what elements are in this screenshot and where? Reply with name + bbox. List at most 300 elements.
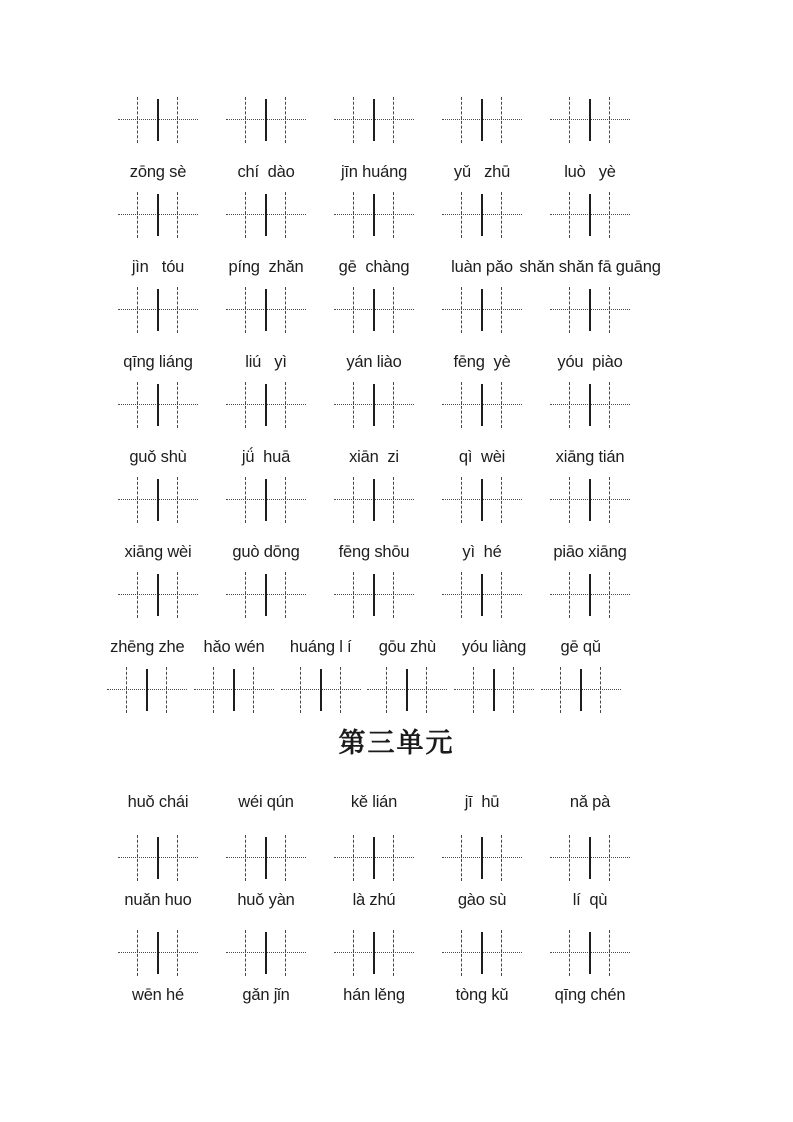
- writing-grid-row: [104, 477, 644, 523]
- grid-cell: [212, 572, 320, 618]
- tianzige-writing-box: [550, 382, 630, 428]
- tianzige-writing-box: [334, 192, 414, 238]
- grid-center-divider: [373, 837, 375, 879]
- tianzige-writing-box: [550, 835, 630, 881]
- pinyin-row: [104, 888, 644, 912]
- grid-guide-line: [353, 477, 354, 523]
- tianzige-writing-box: [442, 572, 522, 618]
- grid-guide-line: [609, 97, 610, 143]
- pinyin-row: [104, 160, 644, 184]
- grid-guide-line: [285, 572, 286, 618]
- tianzige-writing-box: [442, 835, 522, 881]
- grid-cell: [104, 287, 212, 333]
- pinyin-word-cell: [104, 635, 191, 659]
- grid-guide-line: [393, 572, 394, 618]
- grid-center-divider: [265, 932, 267, 974]
- tianzige-writing-box: [118, 572, 198, 618]
- grid-center-divider: [265, 384, 267, 426]
- pinyin-word-cell: [537, 635, 624, 659]
- pinyin-row: [104, 350, 644, 374]
- grid-guide-line: [501, 192, 502, 238]
- pinyin-word: jī hū: [464, 793, 500, 811]
- pinyin-word: zōng sè: [129, 163, 187, 181]
- tianzige-writing-box: [334, 930, 414, 976]
- grid-guide-line: [126, 667, 127, 713]
- grid-center-divider: [157, 289, 159, 331]
- pinyin-word-cell: [320, 983, 428, 1007]
- grid-cell: [428, 192, 536, 238]
- grid-guide-line: [501, 572, 502, 618]
- grid-center-divider: [373, 932, 375, 974]
- pinyin-word-cell: [320, 888, 428, 912]
- tianzige-writing-box: [550, 97, 630, 143]
- grid-guide-line: [501, 287, 502, 333]
- grid-guide-line: [137, 382, 138, 428]
- grid-guide-line: [177, 930, 178, 976]
- tianzige-writing-box: [550, 287, 630, 333]
- grid-center-divider: [580, 669, 582, 711]
- pinyin-word-cell: [104, 160, 212, 184]
- grid-guide-line: [137, 287, 138, 333]
- grid-cell: [536, 572, 644, 618]
- grid-guide-line: [569, 382, 570, 428]
- tianzige-writing-box: [118, 287, 198, 333]
- grid-guide-line: [177, 572, 178, 618]
- writing-grid-row: [104, 667, 624, 713]
- pinyin-word-cell: [277, 635, 364, 659]
- grid-center-divider: [481, 837, 483, 879]
- grid-guide-line: [569, 192, 570, 238]
- pinyin-word-cell: [428, 888, 536, 912]
- pinyin-word: huáng l í: [289, 638, 352, 656]
- grid-guide-line: [609, 572, 610, 618]
- tianzige-writing-box: [194, 667, 274, 713]
- pinyin-word: huǒ chái: [127, 793, 189, 811]
- grid-cell: [212, 97, 320, 143]
- grid-cell: [536, 97, 644, 143]
- pinyin-word: guǒ shù: [129, 448, 187, 466]
- pinyin-word-cell: [212, 350, 320, 374]
- writing-grid-row: [104, 835, 644, 881]
- grid-center-divider: [157, 932, 159, 974]
- grid-cell: [536, 477, 644, 523]
- pinyin-word-cell: [104, 790, 212, 814]
- pinyin-word: píng zhǎn: [228, 258, 304, 276]
- tianzige-writing-box: [334, 382, 414, 428]
- tianzige-writing-box: [118, 97, 198, 143]
- grid-guide-line: [245, 287, 246, 333]
- grid-cell: [320, 930, 428, 976]
- grid-guide-line: [285, 835, 286, 881]
- grid-guide-line: [353, 835, 354, 881]
- pinyin-word-cell: [428, 160, 536, 184]
- grid-guide-line: [300, 667, 301, 713]
- pinyin-word-cell: [212, 445, 320, 469]
- tianzige-writing-box: [442, 477, 522, 523]
- tianzige-writing-box: [226, 382, 306, 428]
- pinyin-word: jīn huáng: [340, 163, 408, 181]
- pinyin-word: kě lián: [350, 793, 398, 811]
- grid-guide-line: [353, 572, 354, 618]
- grid-guide-line: [473, 667, 474, 713]
- tianzige-writing-box: [281, 667, 361, 713]
- grid-guide-line: [353, 287, 354, 333]
- tianzige-writing-box: [334, 572, 414, 618]
- tianzige-writing-box: [550, 572, 630, 618]
- pinyin-word-cell: [536, 888, 644, 912]
- grid-guide-line: [569, 835, 570, 881]
- writing-grid-row: [104, 97, 644, 143]
- pinyin-word-cell: [536, 790, 644, 814]
- pinyin-word-cell: [536, 983, 644, 1007]
- pinyin-word-cell: [320, 160, 428, 184]
- tianzige-writing-box: [334, 97, 414, 143]
- grid-center-divider: [146, 669, 148, 711]
- grid-guide-line: [609, 835, 610, 881]
- grid-center-divider: [157, 99, 159, 141]
- pinyin-word-cell: [191, 635, 278, 659]
- tianzige-writing-box: [118, 930, 198, 976]
- pinyin-word-cell: [212, 790, 320, 814]
- pinyin-word: zhēng zhe: [110, 638, 185, 656]
- grid-guide-line: [501, 97, 502, 143]
- grid-cell: [428, 97, 536, 143]
- grid-guide-line: [393, 930, 394, 976]
- grid-guide-line: [569, 97, 570, 143]
- grid-guide-line: [285, 382, 286, 428]
- grid-center-divider: [589, 479, 591, 521]
- pinyin-word-cell: [320, 445, 428, 469]
- grid-center-divider: [373, 479, 375, 521]
- pinyin-word: gǎn jǐn: [242, 986, 290, 1004]
- grid-center-divider: [265, 837, 267, 879]
- grid-guide-line: [560, 667, 561, 713]
- grid-guide-line: [569, 477, 570, 523]
- pinyin-word-cell: [212, 983, 320, 1007]
- pinyin-word: piāo xiāng: [553, 543, 627, 561]
- grid-guide-line: [245, 382, 246, 428]
- tianzige-writing-box: [118, 192, 198, 238]
- grid-cell: [428, 477, 536, 523]
- grid-cell: [536, 835, 644, 881]
- pinyin-word: xiān zi: [349, 448, 399, 466]
- pinyin-row: [104, 635, 624, 659]
- grid-guide-line: [353, 382, 354, 428]
- pinyin-word-cell: [536, 540, 644, 564]
- writing-grid-row: [104, 382, 644, 428]
- pinyin-word: qì wèi: [458, 448, 506, 466]
- pinyin-word: yóu liàng: [461, 638, 527, 656]
- grid-center-divider: [481, 194, 483, 236]
- pinyin-word: luò yè: [564, 163, 616, 181]
- grid-guide-line: [393, 192, 394, 238]
- pinyin-word: gē chàng: [338, 258, 410, 276]
- pinyin-word-cell: [104, 350, 212, 374]
- grid-guide-line: [177, 97, 178, 143]
- pinyin-word-cell: [104, 540, 212, 564]
- writing-grid-row: [104, 572, 644, 618]
- grid-guide-line: [285, 477, 286, 523]
- pinyin-word-cell: [428, 350, 536, 374]
- grid-guide-line: [177, 835, 178, 881]
- pinyin-word-cell: [104, 255, 212, 279]
- pinyin-word: hǎo wén: [203, 638, 265, 656]
- grid-cell: [212, 192, 320, 238]
- pinyin-word-cell: [428, 983, 536, 1007]
- grid-guide-line: [393, 287, 394, 333]
- grid-guide-line: [353, 97, 354, 143]
- pinyin-word-cell: [320, 350, 428, 374]
- pinyin-word-cell: [212, 540, 320, 564]
- tianzige-writing-box: [442, 192, 522, 238]
- grid-guide-line: [245, 97, 246, 143]
- pinyin-word-cell: [320, 255, 428, 279]
- pinyin-row: [104, 255, 661, 279]
- grid-center-divider: [265, 289, 267, 331]
- pinyin-word-cell: [451, 635, 538, 659]
- grid-center-divider: [320, 669, 322, 711]
- grid-cell: [320, 287, 428, 333]
- pinyin-word: tòng kǔ: [455, 986, 509, 1004]
- grid-center-divider: [589, 99, 591, 141]
- pinyin-word: wēn hé: [131, 986, 184, 1004]
- tianzige-writing-box: [334, 287, 414, 333]
- writing-grid-row: [104, 192, 644, 238]
- grid-guide-line: [569, 930, 570, 976]
- pinyin-word: jǘ huā: [241, 448, 291, 466]
- grid-cell: [428, 835, 536, 881]
- pinyin-word-cell: [212, 255, 320, 279]
- grid-guide-line: [177, 382, 178, 428]
- pinyin-word-cell: [428, 445, 536, 469]
- tianzige-writing-box: [367, 667, 447, 713]
- pinyin-row: [104, 790, 644, 814]
- tianzige-writing-box: [442, 382, 522, 428]
- grid-guide-line: [569, 287, 570, 333]
- grid-guide-line: [501, 477, 502, 523]
- pinyin-word-cell: [536, 160, 644, 184]
- pinyin-word: xiāng tián: [555, 448, 625, 466]
- grid-center-divider: [589, 574, 591, 616]
- tianzige-writing-box: [226, 192, 306, 238]
- grid-guide-line: [245, 192, 246, 238]
- tianzige-writing-box: [541, 667, 621, 713]
- grid-cell: [104, 97, 212, 143]
- grid-guide-line: [253, 667, 254, 713]
- grid-guide-line: [177, 192, 178, 238]
- pinyin-word: gōu zhù: [378, 638, 437, 656]
- pinyin-word-cell: [428, 790, 536, 814]
- pinyin-word-cell: [104, 983, 212, 1007]
- pinyin-word: xiāng wèi: [124, 543, 192, 561]
- tianzige-writing-box: [550, 192, 630, 238]
- grid-guide-line: [501, 930, 502, 976]
- pinyin-word: nuǎn huo: [124, 891, 192, 909]
- grid-cell: [104, 192, 212, 238]
- grid-guide-line: [245, 835, 246, 881]
- tianzige-writing-box: [226, 835, 306, 881]
- grid-center-divider: [481, 932, 483, 974]
- grid-guide-line: [137, 835, 138, 881]
- grid-center-divider: [481, 479, 483, 521]
- tianzige-writing-box: [226, 97, 306, 143]
- grid-guide-line: [461, 477, 462, 523]
- grid-center-divider: [233, 669, 235, 711]
- pinyin-word: shǎn shǎn fā guāng: [519, 258, 661, 276]
- tianzige-writing-box: [442, 287, 522, 333]
- grid-cell: [320, 192, 428, 238]
- pinyin-word-cell: [364, 635, 451, 659]
- tianzige-writing-box: [118, 835, 198, 881]
- grid-cell: [537, 667, 624, 713]
- grid-guide-line: [609, 382, 610, 428]
- pinyin-word: yóu piào: [557, 353, 623, 371]
- grid-center-divider: [265, 479, 267, 521]
- grid-cell: [191, 667, 278, 713]
- grid-cell: [536, 930, 644, 976]
- pinyin-word: fēng yè: [453, 353, 511, 371]
- grid-center-divider: [157, 574, 159, 616]
- grid-guide-line: [609, 192, 610, 238]
- pinyin-word: yǔ zhū: [453, 163, 511, 181]
- grid-center-divider: [373, 289, 375, 331]
- grid-guide-line: [285, 930, 286, 976]
- grid-center-divider: [589, 194, 591, 236]
- grid-cell: [277, 667, 364, 713]
- grid-guide-line: [501, 835, 502, 881]
- grid-guide-line: [461, 930, 462, 976]
- grid-guide-line: [285, 287, 286, 333]
- grid-center-divider: [589, 932, 591, 974]
- grid-guide-line: [285, 97, 286, 143]
- grid-guide-line: [386, 667, 387, 713]
- grid-cell: [212, 287, 320, 333]
- grid-cell: [536, 382, 644, 428]
- tianzige-writing-box: [334, 835, 414, 881]
- grid-center-divider: [373, 99, 375, 141]
- grid-center-divider: [265, 194, 267, 236]
- pinyin-word: qīng chén: [554, 986, 626, 1004]
- grid-guide-line: [461, 835, 462, 881]
- tianzige-writing-box: [334, 477, 414, 523]
- grid-guide-line: [609, 287, 610, 333]
- pinyin-word: gē qǔ: [560, 638, 601, 656]
- grid-guide-line: [353, 192, 354, 238]
- grid-center-divider: [157, 194, 159, 236]
- grid-center-divider: [157, 384, 159, 426]
- tianzige-writing-box: [550, 930, 630, 976]
- pinyin-word: lí qù: [572, 891, 608, 909]
- grid-center-divider: [265, 99, 267, 141]
- grid-center-divider: [157, 837, 159, 879]
- grid-cell: [428, 572, 536, 618]
- grid-guide-line: [393, 97, 394, 143]
- grid-cell: [104, 477, 212, 523]
- grid-guide-line: [213, 667, 214, 713]
- tianzige-writing-box: [454, 667, 534, 713]
- pinyin-word: yì hé: [462, 543, 502, 561]
- pinyin-word-cell: [104, 445, 212, 469]
- pinyin-word-cell: [212, 160, 320, 184]
- writing-grid-row: [104, 287, 644, 333]
- pinyin-word: jìn tóu: [131, 258, 185, 276]
- grid-guide-line: [137, 97, 138, 143]
- grid-center-divider: [481, 99, 483, 141]
- grid-guide-line: [393, 477, 394, 523]
- grid-guide-line: [609, 930, 610, 976]
- grid-cell: [428, 930, 536, 976]
- grid-guide-line: [340, 667, 341, 713]
- pinyin-word: qīng liáng: [123, 353, 193, 371]
- grid-guide-line: [600, 667, 601, 713]
- pinyin-word-cell: [104, 888, 212, 912]
- grid-cell: [320, 477, 428, 523]
- grid-cell: [212, 382, 320, 428]
- grid-guide-line: [461, 382, 462, 428]
- tianzige-writing-box: [442, 97, 522, 143]
- grid-guide-line: [285, 192, 286, 238]
- grid-guide-line: [426, 667, 427, 713]
- grid-guide-line: [245, 572, 246, 618]
- grid-cell: [104, 382, 212, 428]
- grid-cell: [428, 287, 536, 333]
- pinyin-word: gào sù: [457, 891, 507, 909]
- pinyin-word-cell: [536, 350, 644, 374]
- grid-guide-line: [177, 287, 178, 333]
- grid-guide-line: [609, 477, 610, 523]
- pinyin-word: wéi qún: [238, 793, 294, 811]
- tianzige-writing-box: [118, 382, 198, 428]
- grid-cell: [364, 667, 451, 713]
- grid-cell: [428, 382, 536, 428]
- section-title: 第三单元: [338, 728, 455, 758]
- grid-center-divider: [493, 669, 495, 711]
- pinyin-word-cell: [320, 540, 428, 564]
- grid-center-divider: [157, 479, 159, 521]
- tianzige-writing-box: [550, 477, 630, 523]
- grid-guide-line: [245, 930, 246, 976]
- grid-guide-line: [177, 477, 178, 523]
- grid-center-divider: [589, 837, 591, 879]
- writing-grid-row: [104, 930, 644, 976]
- grid-guide-line: [501, 382, 502, 428]
- pinyin-word-cell: [428, 540, 536, 564]
- pinyin-word: là zhú: [352, 891, 396, 909]
- tianzige-writing-box: [118, 477, 198, 523]
- grid-cell: [212, 477, 320, 523]
- pinyin-word: hán lěng: [343, 986, 405, 1004]
- pinyin-word: fēng shōu: [338, 543, 410, 561]
- grid-center-divider: [406, 669, 408, 711]
- pinyin-word-cell: [536, 445, 644, 469]
- grid-center-divider: [589, 384, 591, 426]
- pinyin-row: [104, 445, 644, 469]
- grid-cell: [451, 667, 538, 713]
- grid-guide-line: [137, 477, 138, 523]
- pinyin-row: [104, 540, 644, 564]
- pinyin-word-cell: [519, 255, 661, 279]
- pinyin-word: chí dào: [237, 163, 295, 181]
- tianzige-writing-box: [442, 930, 522, 976]
- grid-center-divider: [481, 289, 483, 331]
- grid-center-divider: [589, 289, 591, 331]
- grid-center-divider: [373, 574, 375, 616]
- pinyin-word: luàn pǎo: [451, 258, 513, 276]
- grid-guide-line: [461, 97, 462, 143]
- grid-center-divider: [373, 384, 375, 426]
- grid-guide-line: [393, 382, 394, 428]
- pinyin-word: huǒ yàn: [237, 891, 295, 909]
